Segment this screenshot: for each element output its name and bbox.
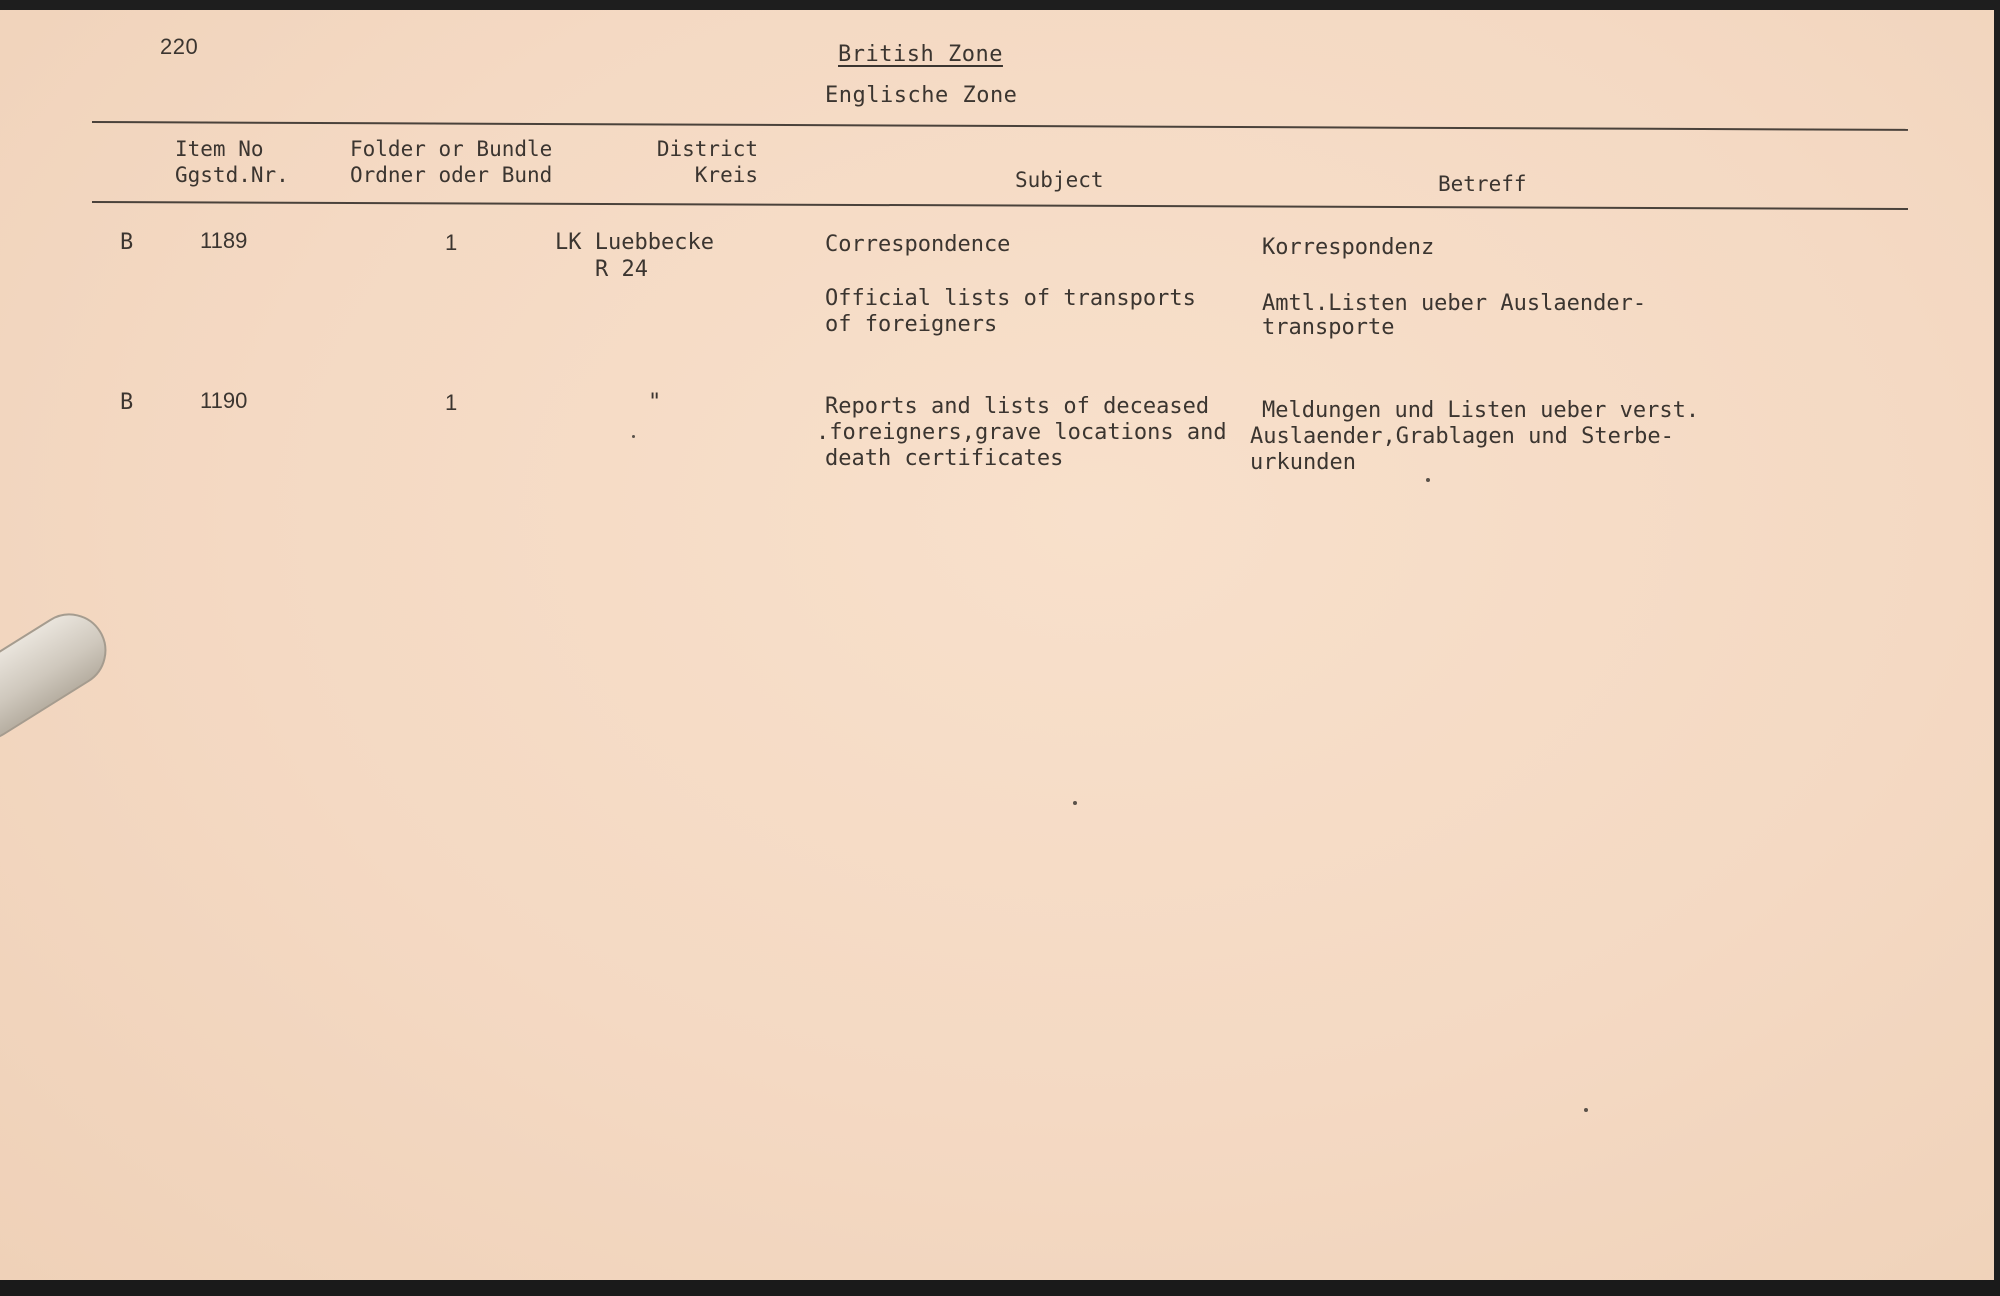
- header-bottom-rule: [92, 201, 1908, 210]
- column-header-subject: Subject: [1015, 168, 1104, 192]
- paper-speck: [632, 435, 635, 438]
- row-betreff-line3: urkunden: [1250, 450, 1356, 475]
- paper-speck: [1073, 801, 1077, 805]
- row-subject-line2: .foreigners,grave locations and: [816, 420, 1227, 445]
- row-folder: 1: [445, 390, 458, 415]
- column-header-district-line2: Kreis: [694, 163, 758, 187]
- row-betreff-line2: Auslaender,Grablagen und Sterbe-: [1250, 424, 1674, 449]
- page-number: 220: [160, 34, 199, 59]
- column-header-district-line1: District: [656, 137, 758, 161]
- column-header-district: [648, 136, 758, 188]
- paper-speck: [1584, 1108, 1588, 1112]
- column-header-item: [175, 136, 289, 188]
- header-top-rule: [92, 121, 1908, 131]
- paper-speck: [1426, 478, 1430, 482]
- column-header-item-line1: Item No: [175, 137, 264, 161]
- scan-bottom-edge: [0, 1280, 2000, 1296]
- row-subject-2-line1: Official lists of transports: [825, 286, 1196, 311]
- row-betreff-line1: Meldungen und Listen ueber verst.: [1262, 398, 1700, 423]
- column-header-item-line2: Ggstd.Nr.: [175, 163, 289, 187]
- row-betreff-2-line1: Amtl.Listen ueber Auslaender-: [1262, 291, 1647, 316]
- row-prefix: B: [120, 390, 134, 415]
- row-district-line2: R 24: [595, 257, 648, 282]
- clip-icon: [0, 600, 120, 755]
- column-header-betreff: Betreff: [1438, 172, 1527, 196]
- row-betreff-2-line2: transporte: [1262, 315, 1395, 340]
- row-item-number: 1190: [200, 388, 248, 413]
- row-subject: Correspondence: [825, 232, 1011, 257]
- page-title: British Zone: [838, 42, 1003, 67]
- column-header-folder-line2: Ordner oder Bund: [350, 163, 553, 187]
- row-folder: 1: [445, 230, 458, 255]
- column-header-folder-line1: Folder or Bundle: [350, 137, 553, 161]
- row-district-ditto: ": [648, 390, 662, 415]
- row-subject-line3: death certificates: [825, 446, 1064, 471]
- row-subject-2-line2: of foreigners: [825, 312, 998, 337]
- row-district-line1: LK Luebbecke: [555, 230, 714, 255]
- document-page: [0, 10, 1994, 1280]
- row-item-number: 1189: [200, 228, 248, 253]
- page-subtitle: Englische Zone: [825, 83, 1018, 108]
- row-betreff: Korrespondenz: [1262, 235, 1435, 260]
- column-header-folder: [350, 136, 552, 188]
- row-subject-line1: Reports and lists of deceased: [825, 394, 1210, 419]
- row-prefix: B: [120, 230, 134, 255]
